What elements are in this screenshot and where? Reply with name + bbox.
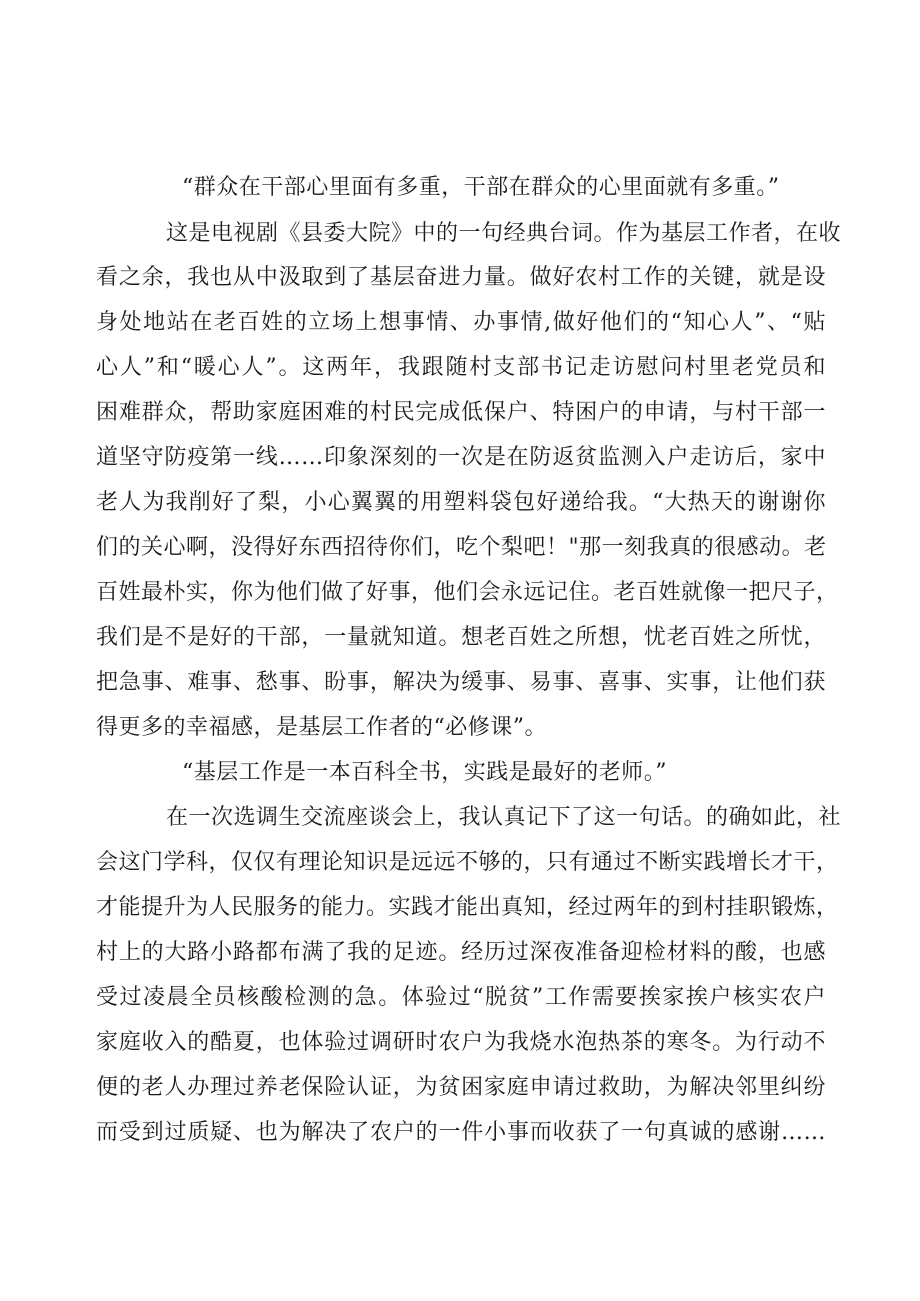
paragraph-2-line-3: 才能提升为人民服务的能力。实践才能出真知，经过两年的到村挂职锻炼， (96, 895, 839, 920)
paragraph-2-line-2: 会这门学科，仅仅有理论知识是远远不够的，只有通过不断实践增长才干， (96, 850, 839, 875)
paragraph-1-line-11: 把急事、难事、愁事、盼事，解决为缓事、易事、喜事、实事，让他们获 (96, 670, 826, 695)
paragraph-1-line-1: 这是电视剧《县委大院》中的一句经典台词。作为基层工作者，在收 (166, 221, 842, 246)
paragraph-1-line-7: 老人为我削好了梨，小心翼翼的用塑料袋包好递给我。“大热天的谢谢你 (96, 490, 826, 515)
paragraph-1-line-12: 得更多的幸福感，是基层工作者的“必修课”。 (96, 715, 547, 740)
paragraph-1-line-10: 我们是不是好的干部，一量就知道。想老百姓之所想，忧老百姓之所忧， (96, 625, 826, 650)
paragraph-1-line-8: 们的关心啊，没得好东西招待你们，吃个梨吧！"那一刻我真的很感动。老 (96, 535, 827, 560)
quote-1: “群众在干部心里面有多重，干部在群众的心里面就有多重。” (182, 175, 780, 200)
paragraph-1-line-5: 困难群众，帮助家庭困难的村民完成低保户、特困户的申请，与村干部一 (96, 400, 826, 425)
quote-2: “基层工作是一本百科全书，实践是最好的老师。” (182, 760, 667, 785)
paragraph-2-line-5: 受过凌晨全员核酸检测的急。体验过“脱贫”工作需要挨家挨户核实农户 (96, 985, 826, 1010)
paragraph-1-line-6: 道坚守防疫第一线……印象深刻的一次是在防返贫监测入户走访后，家中 (96, 445, 826, 470)
paragraph-2-line-4: 村上的大路小路都布满了我的足迹。经历过深夜准备迎检材料的酸，也感 (96, 940, 826, 965)
paragraph-1-line-3: 身处地站在老百姓的立场上想事情、办事情,做好他们的“知心人”、“贴 (96, 310, 826, 335)
paragraph-2-line-6: 家庭收入的酷夏，也体验过调研时农户为我烧水泡热茶的寒冬。为行动不 (96, 1030, 826, 1055)
paragraph-2-line-7: 便的老人办理过养老保险认证，为贫困家庭申请过救助，为解决邻里纠纷 (96, 1075, 826, 1100)
paragraph-2-line-8: 而受到过质疑、也为解决了农户的一件小事而收获了一句真诚的感谢…… (96, 1120, 826, 1145)
paragraph-1-line-2: 看之余，我也从中汲取到了基层奋进力量。做好农村工作的关键，就是设 (96, 265, 826, 290)
paragraph-1-line-9: 百姓最朴实，你为他们做了好事，他们会永远记住。老百姓就像一把尺子， (96, 580, 839, 605)
paragraph-1-line-4: 心人”和“暖心人”。这两年，我跟随村支部书记走访慰问村里老党员和 (96, 355, 826, 380)
paragraph-2-line-1: 在一次选调生交流座谈会上，我认真记下了这一句话。的确如此，社 (166, 805, 842, 830)
